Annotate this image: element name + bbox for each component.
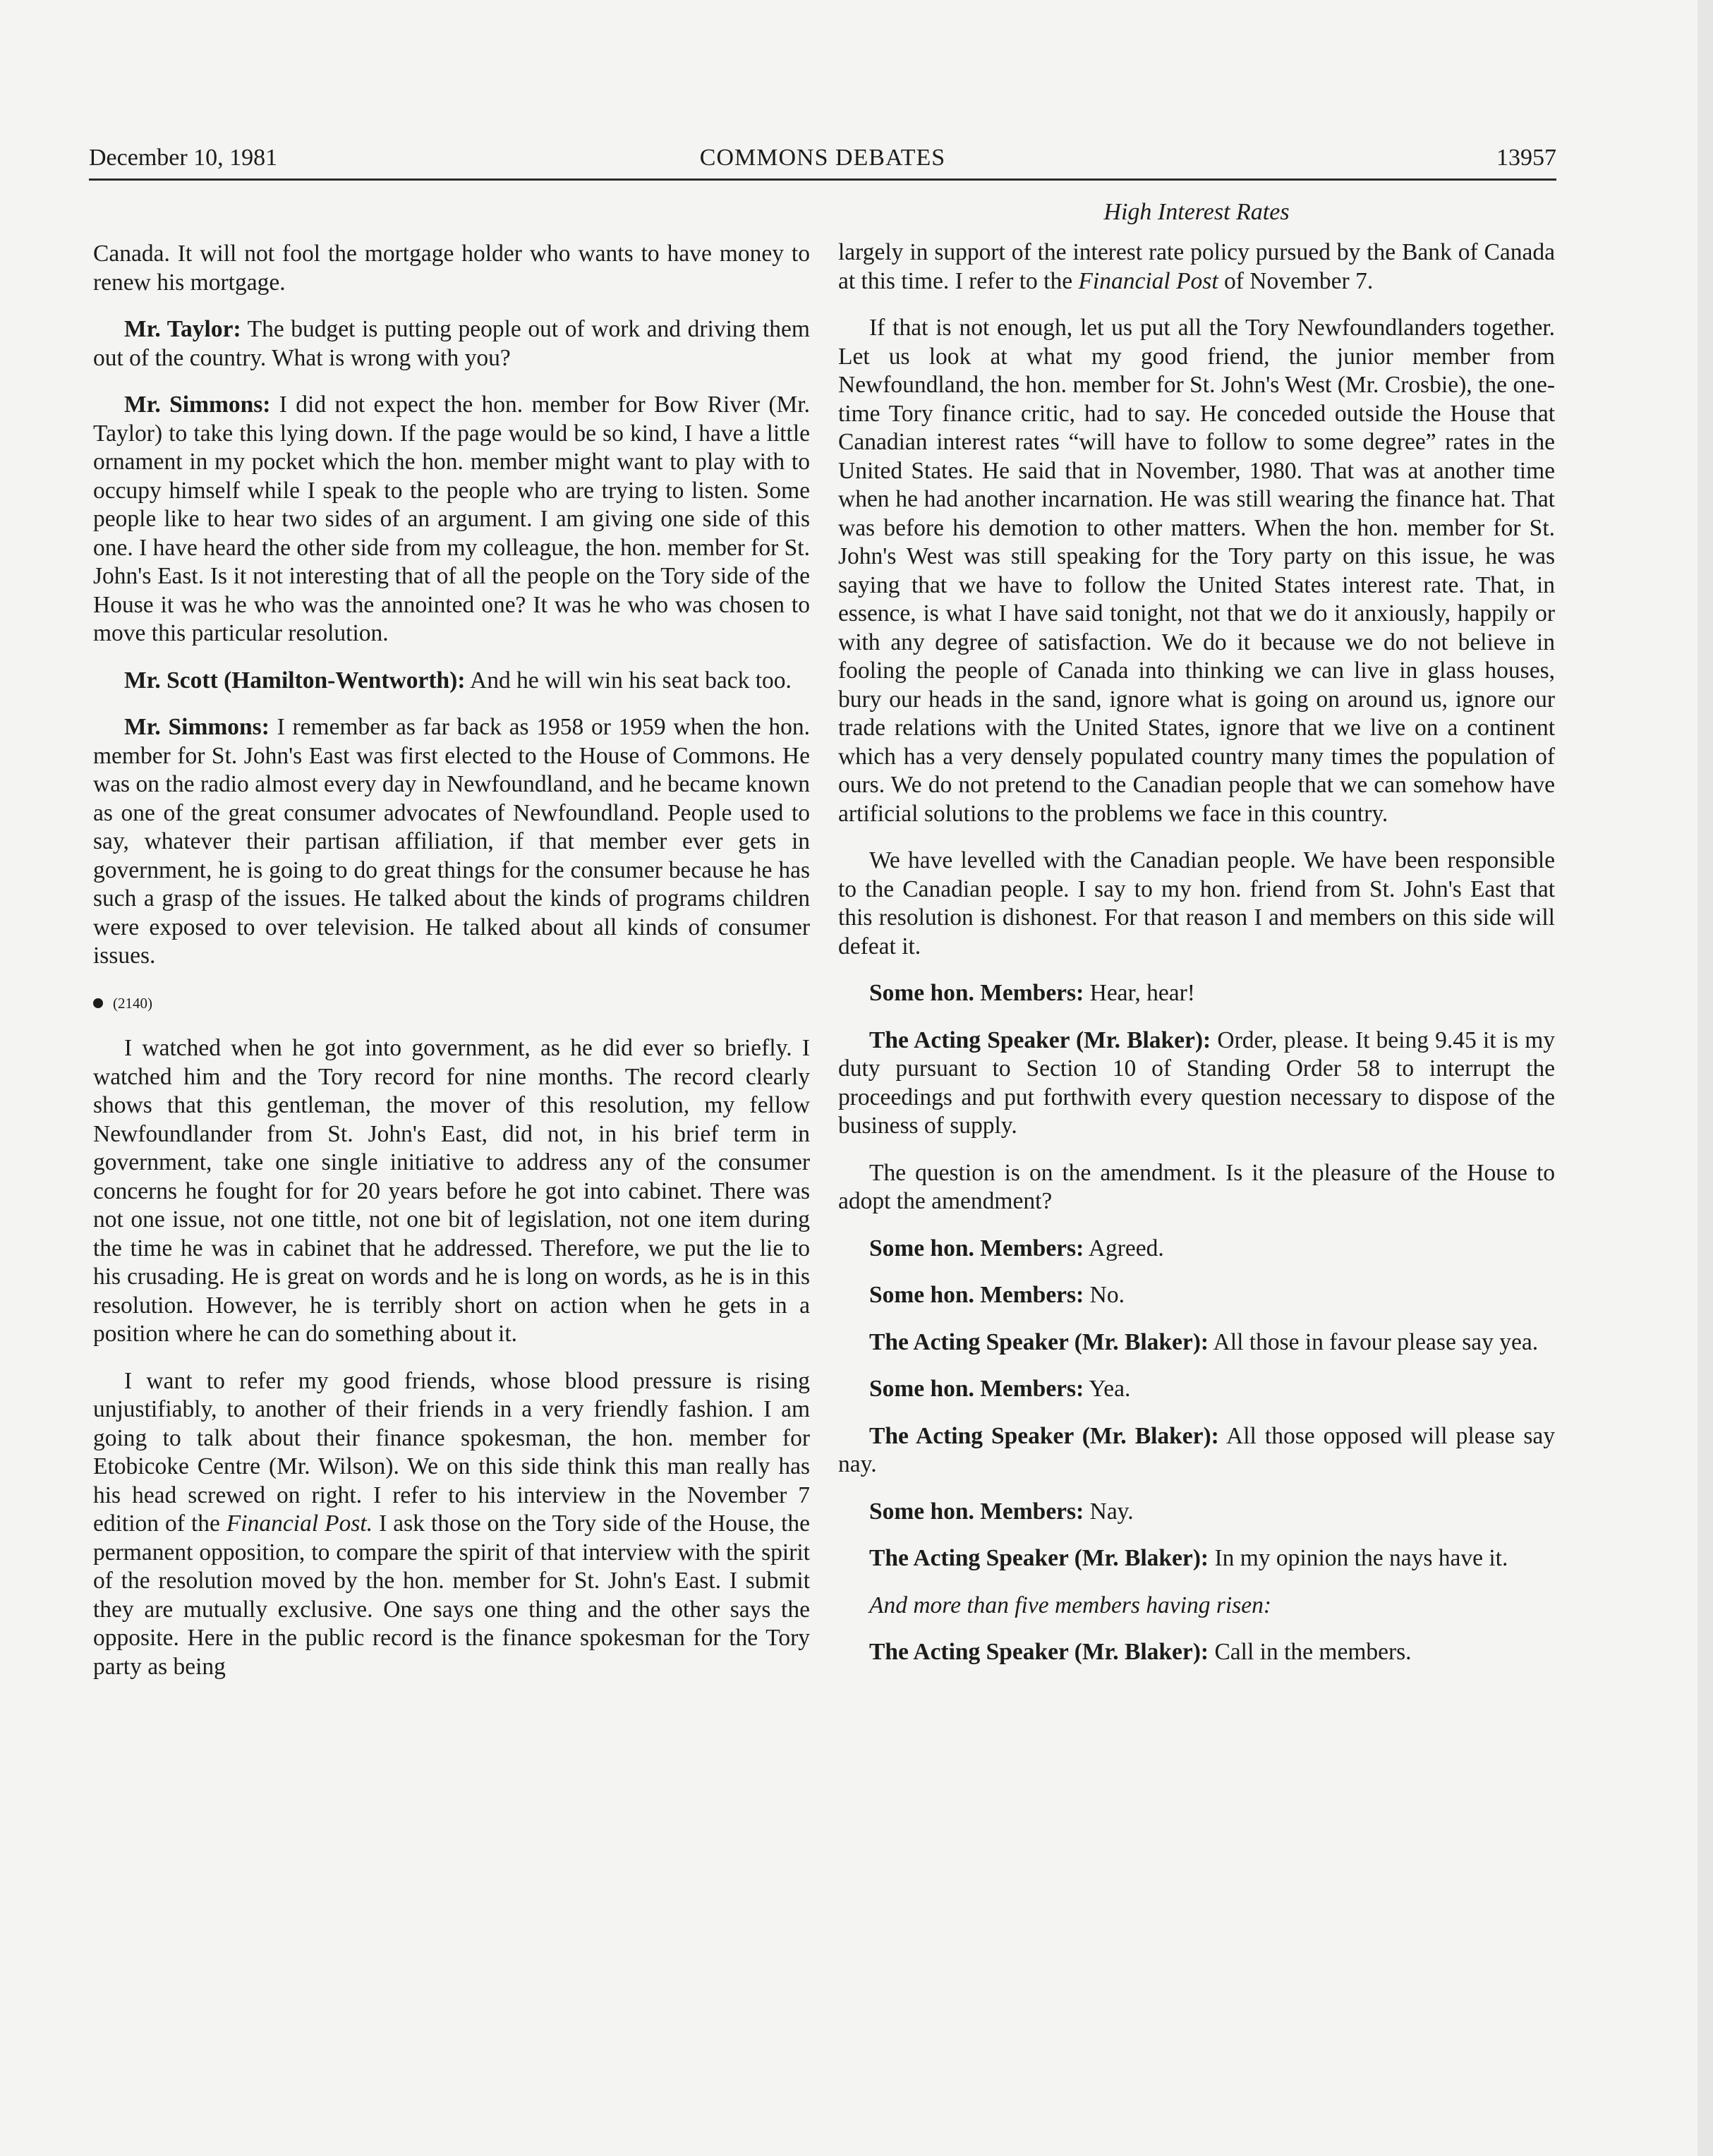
paragraph-text: largely in support of the interest rate policy pursued by the Bank of Canada at this time. I refer to the xyxy=(838,239,1555,294)
speech-paragraph xyxy=(838,1026,1555,1141)
speech-text: All those opposed will please say nay. xyxy=(838,1422,1555,1477)
right-column xyxy=(838,238,1555,1685)
speech-paragraph xyxy=(93,315,810,373)
speech-text: Agreed. xyxy=(1084,1235,1164,1261)
scan-edge xyxy=(1697,0,1713,2156)
page-number: 13957 xyxy=(1496,145,1556,171)
speaker-name: Mr. Simmons: xyxy=(124,714,270,740)
bullet-icon xyxy=(93,998,103,1008)
header-rule xyxy=(89,178,1556,181)
speech-text: Call in the members. xyxy=(1209,1639,1412,1665)
left-column xyxy=(93,240,810,1700)
speaker-name: The Acting Speaker (Mr. Blaker): xyxy=(869,1328,1209,1355)
paragraph-text: of November 7. xyxy=(1218,267,1374,294)
speech-text: Hear, hear! xyxy=(1084,980,1195,1006)
speaker-name: The Acting Speaker (Mr. Blaker): xyxy=(869,1545,1209,1571)
speech-text: I did not expect the hon. member for Bow River (Mr. Taylor) to take this lying down. If the page would be so kind, I have a little ornament in my pocket which the hon. member might want to play with to occupy himself while I speak to the people who are trying to listen. Some people like to hear two sides of an argument. I am giving one side of this one. I have heard the other side from my colleague, the hon. member for St. John's East. Is it not interesting that of all the people on the Tory side of the House it was he who was the annointed one? It was he who was chosen to move this particular resolution. xyxy=(93,392,810,646)
speaker-name: Some hon. Members: xyxy=(869,1376,1084,1402)
speech-paragraph xyxy=(838,1235,1555,1264)
publication-title: Financial Post xyxy=(1078,267,1218,294)
header-title: COMMONS DEBATES xyxy=(699,145,946,171)
running-head: High Interest Rates xyxy=(1103,199,1290,225)
stage-direction: And more than five members having risen: xyxy=(869,1592,1272,1618)
speech-paragraph xyxy=(838,1328,1555,1357)
paragraph: I watched when he got into government, as he did ever so briefly. I watched him and the Tory record for nine months. The record clearly shows that this gentleman, the mover of this resolution, my fellow Newfoundlander from St. John's East, did not, in his brief term in government, take one single initiative to address any of the consumer concerns he fought for for 20 years before he got into cabinet. There was not one issue, not one tittle, not one bit of legislation, not one item during the time he was in cabinet that he addressed. Therefore, we put the lie to his crusading. He is great on words and he is long on words, as he is in this resolution. However, he is terribly short on action when he gets in a position where he can do something about it. xyxy=(93,1035,810,1347)
speech-paragraph xyxy=(93,713,810,971)
speech-paragraph xyxy=(838,979,1555,1008)
paragraph xyxy=(838,238,1555,296)
speech-text: The budget is putting people out of work and driving them out of the country. What is wrong with you? xyxy=(93,316,810,371)
speech-paragraph xyxy=(838,1422,1555,1479)
speaker-name: Mr. Scott (Hamilton-Wentworth): xyxy=(124,667,466,694)
speech-text: Nay. xyxy=(1084,1498,1134,1525)
speech-paragraph xyxy=(838,1498,1555,1527)
page-header xyxy=(89,145,1556,180)
speaker-name: The Acting Speaker (Mr. Blaker): xyxy=(869,1639,1209,1665)
time-marker xyxy=(93,989,810,1018)
speech-paragraph xyxy=(838,1638,1555,1667)
paragraph: The question is on the amendment. Is it the pleasure of the House to adopt the amendment? xyxy=(838,1159,1555,1214)
speaker-name: The Acting Speaker (Mr. Blaker): xyxy=(869,1026,1211,1053)
speech-paragraph xyxy=(838,1281,1555,1310)
paragraph: Canada. It will not fool the mortgage holder who wants to have money to renew his mortgage. xyxy=(93,241,810,296)
speech-text: Yea. xyxy=(1084,1376,1131,1402)
speaker-name: Some hon. Members: xyxy=(869,1235,1084,1261)
paragraph xyxy=(93,1367,810,1682)
speaker-name: Some hon. Members: xyxy=(869,1498,1084,1525)
paragraph: We have levelled with the Canadian people. We have been responsible to the Canadian people. I say to my hon. friend from St. John's East that this resolution is dishonest. For that reason I and members on this side will defeat it. xyxy=(838,847,1555,959)
speaker-name: Some hon. Members: xyxy=(869,980,1084,1006)
speech-text: In my opinion the nays have it. xyxy=(1209,1545,1508,1571)
speaker-name: Mr. Taylor: xyxy=(124,316,241,342)
paragraph: If that is not enough, let us put all the Tory Newfoundlanders together. Let us look at what my good friend, the junior member from Newfoundland, the hon. member for St. John's West (Mr. Crosbie), the one-time Tory finance critic, had to say. He conceded outside the House that Canadian interest rates “will have to follow to some degree” rates in the United States. He said that in November, 1980. That was at another time when he had another incarnation. He was still wearing the finance hat. That was before his demotion to other matters. When the hon. member for St. John's West was still speaking for the Tory party on this issue, he was saying that we have to follow the United States interest rate. That, in essence, is what I have said tonight, not that we do it anxiously, happily or with any degree of satisfaction. We do it because we do not believe in fooling the people of Canada into thinking we can live in glass houses, bury our heads in the sand, ignore what is going on around us, ignore our trade relations with the United States, ignore that we live on a continent which has a very densely populated country many times the population of ours. We do not pretend to the Canadian people that we can somehow have artificial solutions to the problems we face in this country. xyxy=(838,315,1555,827)
speech-text: No. xyxy=(1084,1282,1125,1308)
speech-paragraph xyxy=(838,1544,1555,1573)
time-marker-label: (2140) xyxy=(113,994,152,1012)
speech-text: All those in favour please say yea. xyxy=(1209,1328,1539,1355)
header-date: December 10, 1981 xyxy=(89,145,278,171)
speech-text: I remember as far back as 1958 or 1959 when the hon. member for St. John's East was first elected to the House of Commons. He was on the radio almost every day in Newfoundland, and he became known as one of the great consumer advocates of Newfoundland. People used to say, whatever their partisan affiliation, if that member ever gets in government, he is going to do great things for the consumer because he has such a grasp of the issues. He talked about the kinds of programs children were exposed to over television. He talked about all kinds of consumer issues. xyxy=(93,714,810,969)
paragraph-text: I ask those on the Tory side of the House, the permanent opposition, to compare the spirit of that interview with the spirit of the resolution moved by the hon. member for St. John's East. I submit they are mutually exclusive. One says one thing and the other says the opposite. Here in the public record is the finance spokesman for the Tory party as being xyxy=(93,1510,811,1680)
speaker-name: Mr. Simmons: xyxy=(124,392,271,418)
speech-text: And he will win his seat back too. xyxy=(465,667,792,694)
speaker-name: Some hon. Members: xyxy=(869,1282,1084,1308)
paragraph-text: I want to refer my good friends, whose blood pressure is rising unjustifiably, to another of their friends in a very friendly fashion. I am going to talk about their finance spokesman, the hon. member for Etobicoke Centre (Mr. Wilson). We on this side think this man really has his head screwed on right. I refer to his interview in the November 7 edition of the xyxy=(93,1367,810,1537)
speech-paragraph xyxy=(93,667,810,696)
speaker-name: The Acting Speaker (Mr. Blaker): xyxy=(869,1422,1219,1449)
speech-text: Order, please. It being 9.45 it is my duty pursuant to Section 10 of Standing Order 58 to interrupt the proceedings and put forthwith every question necessary to dispose of the business of supply. xyxy=(838,1026,1556,1139)
publication-title: Financial Post. xyxy=(226,1510,373,1537)
speech-paragraph xyxy=(93,391,810,648)
speech-paragraph xyxy=(838,1375,1555,1404)
